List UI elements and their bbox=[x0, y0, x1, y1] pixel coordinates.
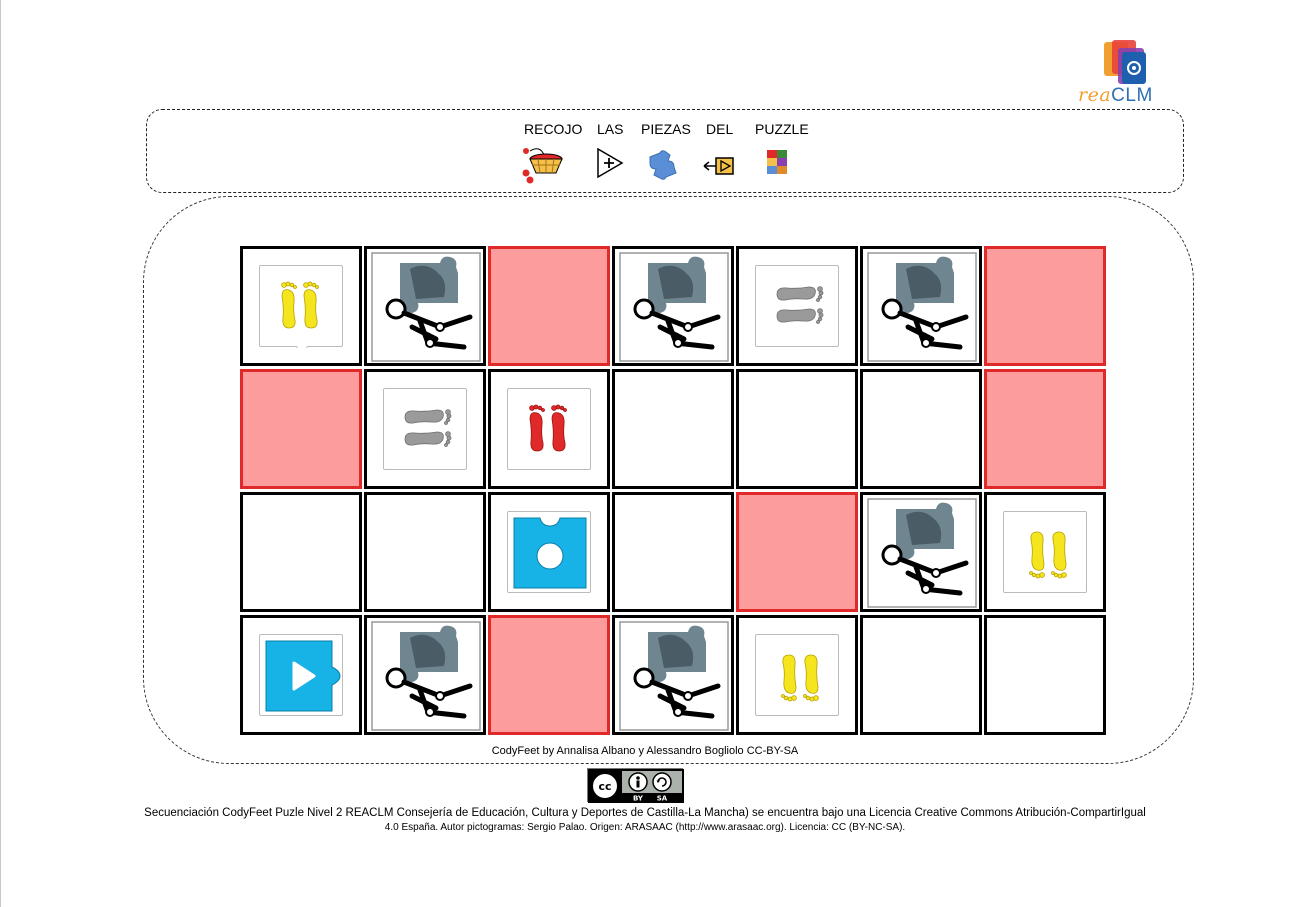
logo-wordmark bbox=[1078, 84, 1153, 107]
license-text-line1: Secuenciación CodyFeet Puzle Nivel 2 REACLM Consejería de Educación, Cultura y Deportes de Castilla-La Mancha) se encuentra bajo una Licencia Creative Commons Atribución-CompartirIgual bbox=[144, 807, 1146, 819]
grid-cell-highlighted[interactable] bbox=[984, 246, 1106, 366]
grid-cell[interactable] bbox=[984, 492, 1106, 612]
codyfeet-grid bbox=[240, 246, 1108, 738]
feet-right-gray-card-icon bbox=[755, 265, 839, 347]
logo-blocks bbox=[1104, 40, 1148, 86]
grid-cell[interactable] bbox=[488, 492, 610, 612]
photo-puzzle-card-icon bbox=[866, 497, 978, 612]
grid-cell[interactable] bbox=[736, 246, 858, 366]
photo-puzzle-card-icon bbox=[618, 620, 730, 735]
grid-cell-empty[interactable] bbox=[612, 492, 734, 612]
grid-cell-empty[interactable] bbox=[984, 615, 1106, 735]
feet-up-yellow-card-icon bbox=[259, 265, 343, 347]
grid-cell[interactable] bbox=[488, 369, 610, 489]
word-piezas: PIEZAS bbox=[641, 121, 691, 137]
cc-by-label: BY bbox=[632, 794, 644, 803]
word-las: LAS bbox=[597, 121, 624, 137]
feet-down-yellow-card-icon bbox=[755, 634, 839, 716]
grid-cell[interactable] bbox=[364, 246, 486, 366]
logo-clm: CLM bbox=[1111, 85, 1153, 106]
basket-icon bbox=[520, 145, 564, 185]
word-puzzle: PUZZLE bbox=[755, 121, 809, 137]
credits-caption: CodyFeet by Annalisa Albano y Alessandro Bogliolo CC-BY-SA bbox=[491, 745, 799, 757]
grid-cell-empty[interactable] bbox=[860, 615, 982, 735]
grid-cell[interactable] bbox=[860, 492, 982, 612]
grid-cell-highlighted[interactable] bbox=[240, 369, 362, 489]
feet-up-red-card-icon bbox=[507, 388, 591, 470]
photo-puzzle-card-icon bbox=[370, 620, 482, 735]
grid-cell[interactable] bbox=[364, 369, 486, 489]
feet-down-yellow-card-icon bbox=[1003, 511, 1087, 593]
word-del: DEL bbox=[706, 121, 734, 137]
grid-cell-empty[interactable] bbox=[860, 369, 982, 489]
stop-blue-card-icon bbox=[507, 511, 591, 593]
reaclm-logo bbox=[1076, 36, 1176, 108]
puzzle-piece-icon bbox=[644, 149, 680, 181]
grid-cell-empty[interactable] bbox=[612, 369, 734, 489]
grid-cell-empty[interactable] bbox=[240, 492, 362, 612]
photo-puzzle-card-icon bbox=[866, 251, 978, 366]
add-arrow-icon bbox=[594, 147, 626, 179]
grid-cell-empty[interactable] bbox=[364, 492, 486, 612]
puzzle-icon bbox=[766, 149, 790, 175]
cc-license-badge[interactable] bbox=[587, 768, 683, 802]
photo-puzzle-card-icon bbox=[370, 251, 482, 366]
grid-cell-highlighted[interactable] bbox=[488, 615, 610, 735]
word-recojo: RECOJO bbox=[524, 121, 583, 137]
return-arrow-icon bbox=[702, 155, 736, 177]
svg-text:cc: cc bbox=[598, 780, 612, 793]
grid-cell-empty[interactable] bbox=[736, 369, 858, 489]
grid-cell[interactable] bbox=[736, 615, 858, 735]
grid-cell[interactable] bbox=[612, 246, 734, 366]
grid-cell[interactable] bbox=[364, 615, 486, 735]
photo-puzzle-card-icon bbox=[618, 251, 730, 366]
page-edge bbox=[0, 0, 1, 907]
grid-cell-highlighted[interactable] bbox=[984, 369, 1106, 489]
logo-rea: rea bbox=[1078, 84, 1112, 106]
play-blue-card-icon bbox=[259, 634, 343, 716]
grid-cell-highlighted[interactable] bbox=[736, 492, 858, 612]
cc-sa-label: SA bbox=[656, 794, 668, 803]
grid-cell[interactable] bbox=[612, 615, 734, 735]
grid-cell[interactable] bbox=[240, 615, 362, 735]
feet-right-gray-card-icon bbox=[383, 388, 467, 470]
grid-cell[interactable] bbox=[860, 246, 982, 366]
grid-cell-highlighted[interactable] bbox=[488, 246, 610, 366]
license-text-line2: 4.0 España. Autor pictogramas: Sergio Palao. Origen: ARASAAC (http://www.arasaac.org). Licencia: CC (BY-NC-SA). bbox=[384, 822, 906, 833]
grid-cell[interactable] bbox=[240, 246, 362, 366]
